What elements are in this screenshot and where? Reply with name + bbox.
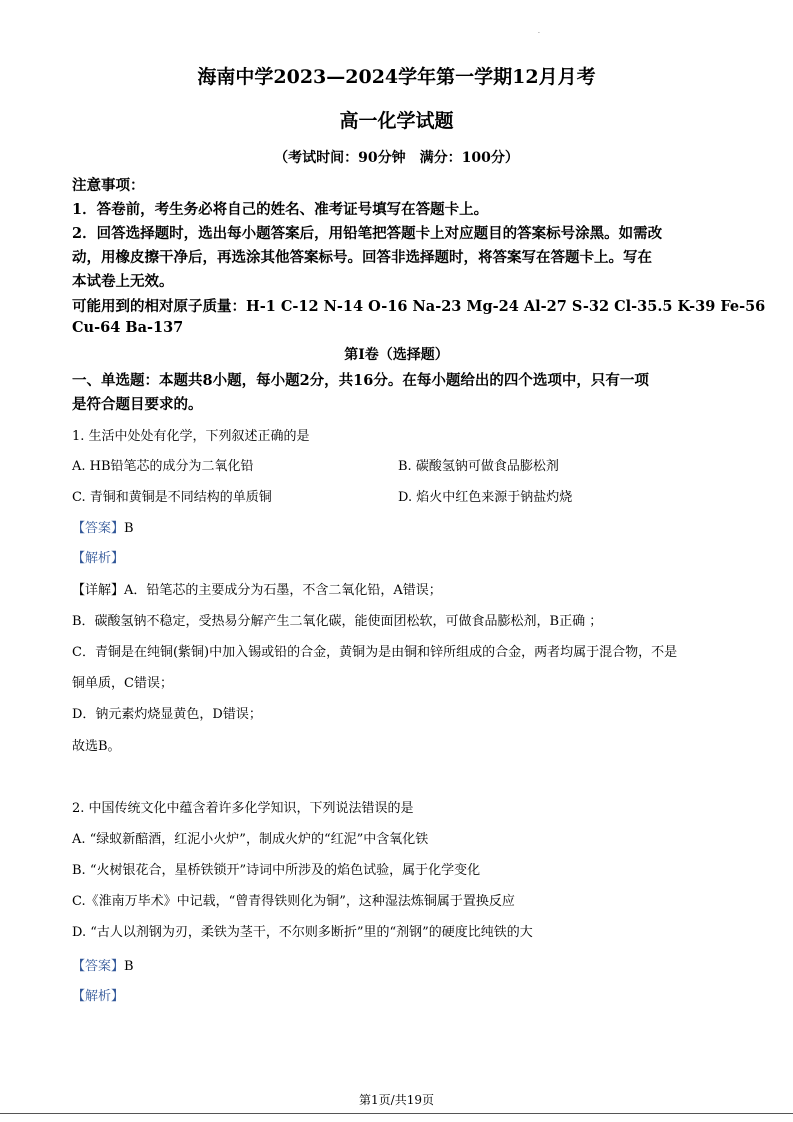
exam-title: 海南中学2023—2024学年第一学期12月月考 — [197, 66, 596, 88]
top-dot: · — [538, 30, 540, 37]
notes-item-2-line-3: 本试卷上无效。 — [72, 273, 174, 290]
notes-item-2-line-2: 动，用橡皮擦干净后，再选涂其他答案标号。回答非选择题时，将答案写在答题卡上。写在 — [72, 249, 652, 266]
question-2-analysis-tag: 【解析】 — [72, 989, 125, 1004]
question-1-detail-d: D．钠元素灼烧显黄色，D错误； — [72, 707, 262, 722]
question-2-option-c: C.《淮南万毕术》中记载，“曾青得铁则化为铜”，这种湿法炼铜属于置换反应 — [72, 894, 515, 909]
atomic-mass-line-1: 可能用到的相对原子质量：H-1 C-12 N-14 O-16 Na-23 Mg-24 Al-27 S-32 Cl-35.5 K-39 Fe-56 — [72, 298, 766, 315]
question-2-option-d: D. “古人以剂钢为刃，柔铁为茎干，不尔则多断折”里的“剂钢”的硬度比纯铁的大 — [72, 925, 533, 940]
atomic-mass-line-2: Cu-64 Ba-137 — [72, 319, 184, 336]
notes-item-2-line-1: 2．回答选择题时，选出每小题答案后，用铅笔把答题卡上对应题目的答案标号涂黑。如需改 — [72, 225, 663, 242]
question-1-option-a: A. HB铅笔芯的成分为二氧化铅 — [72, 459, 254, 474]
question-2-option-b: B. “火树银花合，星桥铁锁开”诗词中所涉及的焰色试验，属于化学变化 — [72, 863, 481, 878]
volume-heading: 第Ⅰ卷（选择题） — [344, 347, 449, 363]
question-1-detail-c-line-1: C．青铜是在纯铜(紫铜)中加入锡或铅的合金，黄铜为是由铜和锌所组成的合金，两者均属于混合物，不是 — [72, 645, 678, 660]
exam-info: （考试时间：90分钟 满分：100分） — [274, 150, 519, 166]
answer-value: B — [124, 521, 134, 536]
bottom-divider — [0, 1113, 793, 1114]
section-instruction-line-1: 一、单选题：本题共8小题，每小题2分，共16分。在每小题给出的四个选项中，只有一项 — [72, 372, 649, 389]
answer-tag: 【答案】 — [72, 959, 125, 974]
answer-value: B — [124, 959, 134, 974]
question-1-detail-b: B．碳酸氢钠不稳定，受热易分解产生二氧化碳，能使面团松软，可做食品膨松剂，B正确 ； — [72, 614, 603, 629]
question-1-conclusion: 故选B。 — [72, 739, 121, 754]
question-1-answer — [72, 517, 134, 536]
question-1-analysis-tag: 【解析】 — [72, 551, 125, 566]
notes-heading: 注意事项： — [72, 177, 145, 194]
question-1-detail-a — [72, 579, 442, 598]
question-2-option-a: A. “绿蚁新醅酒，红泥小火炉”，制成火炉的“红泥”中含氧化铁 — [72, 832, 429, 847]
question-1-detail-c-line-2: 铜单质，C错误； — [72, 676, 173, 691]
question-1-option-c: C. 青铜和黄铜是不同结构的单质铜 — [72, 490, 272, 505]
page-number: 第1页/共19页 — [359, 1093, 434, 1107]
answer-tag: 【答案】 — [72, 521, 125, 536]
section-instruction-line-2: 是符合题目要求的。 — [72, 396, 203, 413]
question-1-option-d: D. 焰火中红色来源于钠盐灼烧 — [398, 490, 573, 505]
question-1-stem: 1. 生活中处处有化学，下列叙述正确的是 — [72, 429, 310, 444]
detail-tag: 【详解】 — [72, 583, 125, 598]
notes-item-1: 1．答卷前，考生务必将自己的姓名、准考证号填写在答题卡上。 — [72, 201, 489, 218]
question-1-option-b: B. 碳酸氢钠可做食品膨松剂 — [398, 459, 559, 474]
detail-a-text: A．铅笔芯的主要成分为石墨，不含二氧化铅，A错误； — [124, 583, 442, 598]
question-2-stem: 2. 中国传统文化中蕴含着许多化学知识，下列说法错误的是 — [72, 801, 414, 816]
subject-title: 高一化学试题 — [339, 110, 454, 132]
question-2-answer — [72, 955, 134, 974]
